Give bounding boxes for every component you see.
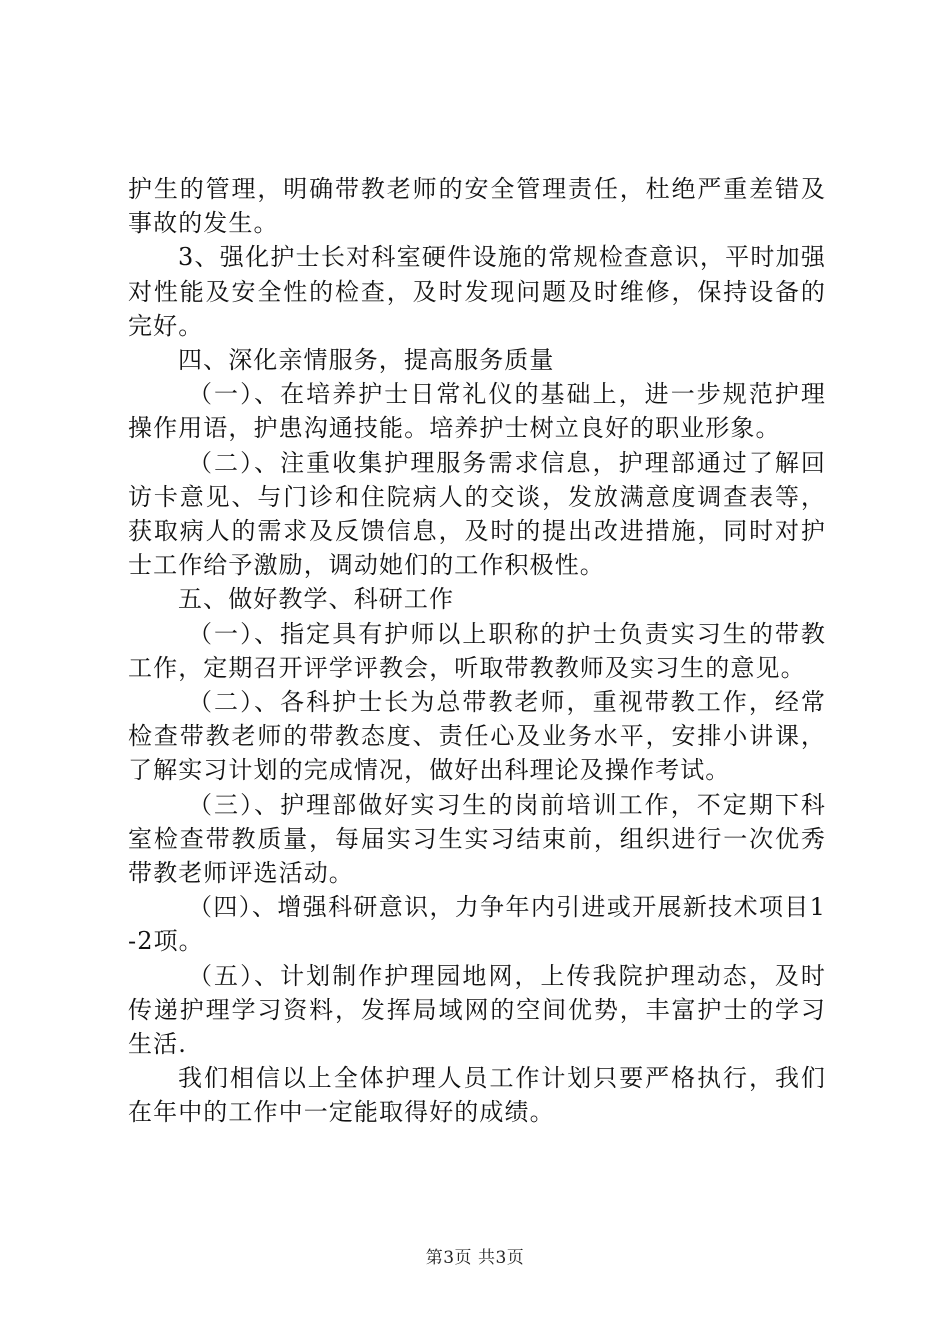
- paragraph-item-3: 3、强化护士长对科室硬件设施的常规检查意识，平时加强对性能及安全性的检查，及时发现问题及时维修，保持设备的完好。: [128, 243, 826, 340]
- paragraph-4-1: （一）、在培养护士日常礼仪的基础上，进一步规范护理操作用语，护患沟通技能。培养护士树立良好的职业形象。: [128, 380, 826, 443]
- page-number-footer: 第3页 共3页: [425, 1248, 525, 1268]
- paragraph-continuation: 护生的管理，明确带教老师的安全管理责任，杜绝严重差错及事故的发生。: [128, 175, 826, 238]
- paragraph-5-5: （五）、计划制作护理园地网，上传我院护理动态，及时传递护理学习资料，发挥局域网的空间优势，丰富护士的学习生活.: [128, 961, 826, 1059]
- paragraph-5-1: （一）、指定具有护师以上职称的护士负责实习生的带教工作，定期召开评学评教会，听取带教教师及实习生的意见。: [128, 619, 826, 682]
- paragraph-5-3: （三）、护理部做好实习生的岗前培训工作，不定期下科室检查带教质量，每届实习生实习结束前，组织进行一次优秀带教老师评选活动。: [128, 790, 826, 888]
- section-heading-5: 五、做好教学、科研工作: [178, 585, 455, 614]
- paragraph-conclusion: 我们相信以上全体护理人员工作计划只要严格执行，我们在年中的工作中一定能取得好的成绩。: [128, 1064, 826, 1127]
- paragraph-4-2: （二）、注重收集护理服务需求信息，护理部通过了解回访卡意见、与门诊和住院病人的交谈，发放满意度调查表等，获取病人的需求及反馈信息，及时的提出改进措施，同时对护士工作给予激励，调动她们的工作积极性。: [128, 448, 826, 580]
- document-body: [128, 172, 826, 1130]
- paragraph-5-2: （二）、各科护士长为总带教老师，重视带教工作，经常检查带教老师的带教态度、责任心及业务水平，安排小讲课，了解实习计划的完成情况，做好出科理论及操作考试。: [128, 688, 826, 785]
- paragraph-5-4: （四）、增强科研意识，力争年内引进或开展新技术项目1-2项。: [128, 893, 826, 956]
- section-heading-4: 四、深化亲情服务，提高服务质量: [178, 346, 555, 375]
